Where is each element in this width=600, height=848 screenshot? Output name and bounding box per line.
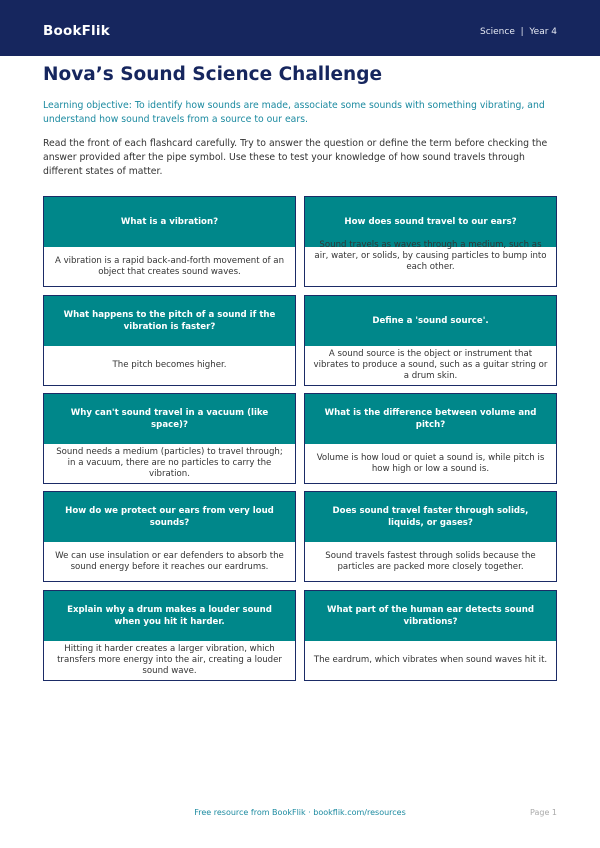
flashcard (43, 590, 296, 681)
flashcard-answer: The eardrum, which vibrates when sound waves hit it. (313, 655, 548, 665)
instructions-text: Read the front of each flashcard carefully. Try to answer the question or define the term before checking the answer provided after the pipe symbol. Use these to test your knowledge of how sound travels through different states of matter. (43, 138, 548, 177)
header-bar (0, 0, 600, 56)
flashcard (304, 295, 557, 386)
flashcard-answer: Hitting it harder creates a larger vibration, which transfers more energy into the air, creating a louder sound wave. (57, 644, 282, 676)
flashcard-question: What is a vibration? (44, 197, 295, 247)
learning-objective: Learning objective: To identify how sounds are made, associate some sounds with something vibrating, and understand how sound travels from a source to our ears. (43, 100, 545, 125)
flashcard-answer: A sound source is the object or instrument that vibrates to produce a sound, such as a guitar string or a drum skin. (313, 349, 548, 381)
page-title: Nova’s Sound Science Challenge (43, 64, 382, 85)
flashcard-question: Does sound travel faster through solids, liquids, or gases? (305, 492, 556, 542)
flashcard-answer: Sound travels as waves through a medium, such as air, water, or solids, by causing particles to bump into each other. (314, 240, 547, 272)
flashcard-question: What is the difference between volume and pitch? (305, 394, 556, 444)
flashcard (304, 491, 557, 582)
brand-logo[interactable]: BookFlik (43, 23, 110, 39)
flashcard-answer: Sound travels fastest through solids because the particles are packed more closely together. (325, 550, 536, 572)
flashcard (304, 393, 557, 484)
flashcard-question: What happens to the pitch of a sound if the vibration is faster? (44, 296, 295, 346)
flashcard-answer: We can use insulation or ear defenders to absorb the sound energy before it reaches our eardrums. (55, 550, 284, 572)
flashcard-answer: A vibration is a rapid back-and-forth movement of an object that creates sound waves. (54, 255, 285, 277)
footer-resource-link[interactable]: Free resource from BookFlik · bookflik.com/resources (194, 808, 406, 817)
flashcard-answer-wrap (305, 240, 556, 286)
flashcard (43, 295, 296, 386)
flashcard (304, 196, 557, 287)
flashcard-answer: The pitch becomes higher. (112, 360, 227, 370)
page-number: Page 1 (530, 808, 557, 817)
flashcard (43, 393, 296, 484)
flashcard (43, 491, 296, 582)
flashcard-answer: Sound needs a medium (particles) to travel through; in a vacuum, there are no particles to carry the vibration. (56, 447, 283, 479)
flashcard-question: What part of the human ear detects sound vibrations? (305, 591, 556, 641)
flashcard-question: Explain why a drum makes a louder sound when you hit it harder. (44, 591, 295, 641)
flashcard-question: Define a 'sound source'. (305, 296, 556, 346)
flashcard-question: How does sound travel to our ears? (305, 197, 556, 247)
subject-year-label: Science | Year 4 (479, 27, 557, 37)
flashcard-question: How do we protect our ears from very loud sounds? (44, 492, 295, 542)
flashcard (304, 590, 557, 681)
flashcard (43, 196, 296, 287)
flashcard-answer: Volume is how loud or quiet a sound is, while pitch is how high or low a sound is. (316, 452, 545, 474)
flashcard-question: Why can't sound travel in a vacuum (like space)? (44, 394, 295, 444)
